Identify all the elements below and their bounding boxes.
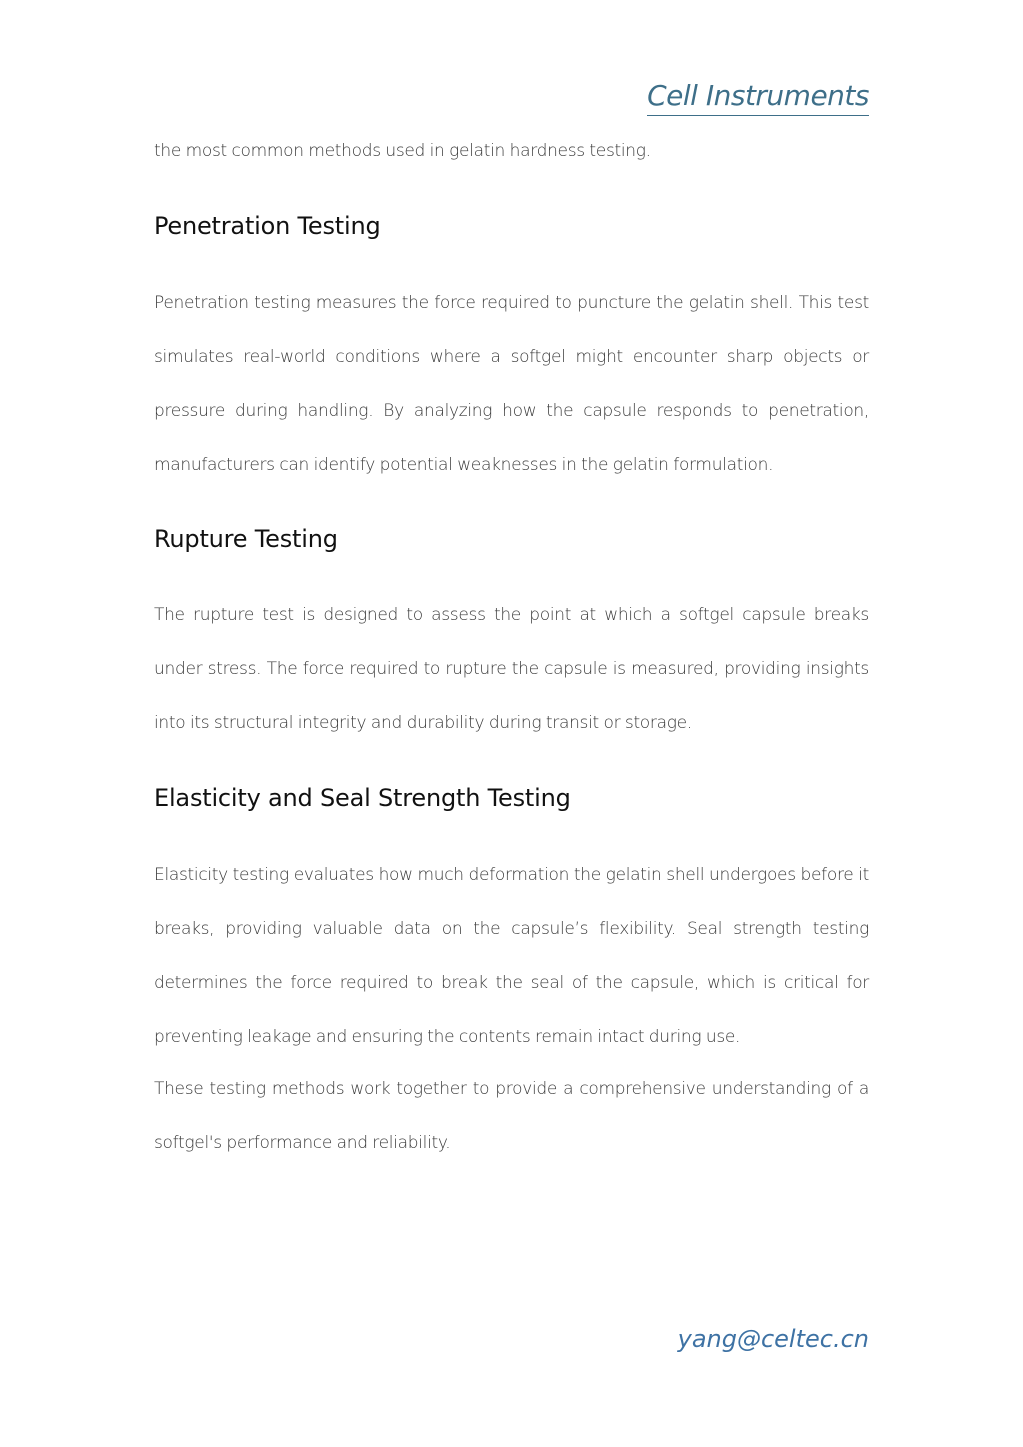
section-paragraph-penetration: Penetration testing measures the force required to puncture the gelatin shell. This test simulates real-world conditions where a softgel might encounter sharp objects or pressure during handling. By analyzing how the capsule responds to penetration, manufacturers can identify potential weaknesses in the gelatin formulation. [154,293,869,475]
closing-paragraph: These testing methods work together to provide a comprehensive understanding of a softgel's performance and reliability. [154,1079,869,1153]
brand-logo-text: Cell Instruments [647,78,869,116]
section-heading-elasticity: Elasticity and Seal Strength Testing [154,784,571,812]
intro-paragraph: the most common methods used in gelatin hardness testing. [154,141,651,161]
section-heading-rupture: Rupture Testing [154,525,338,553]
section-paragraph-rupture: The rupture test is designed to assess the point at which a softgel capsule breaks under stress. The force required to rupture the capsule is measured, providing insights into its structural integrity and durability during transit or storage. [154,605,869,733]
footer-email-link[interactable]: yang@celtec.cn [677,1325,869,1353]
section-paragraph-elasticity: Elasticity testing evaluates how much deformation the gelatin shell undergoes before it breaks, providing valuable data on the capsule’s flexibility. Seal strength testing determines the force required to break the seal of the capsule, which is critical for preventing leakage and ensuring the contents remain intact during use. [154,865,869,1047]
section-heading-penetration: Penetration Testing [154,212,381,240]
